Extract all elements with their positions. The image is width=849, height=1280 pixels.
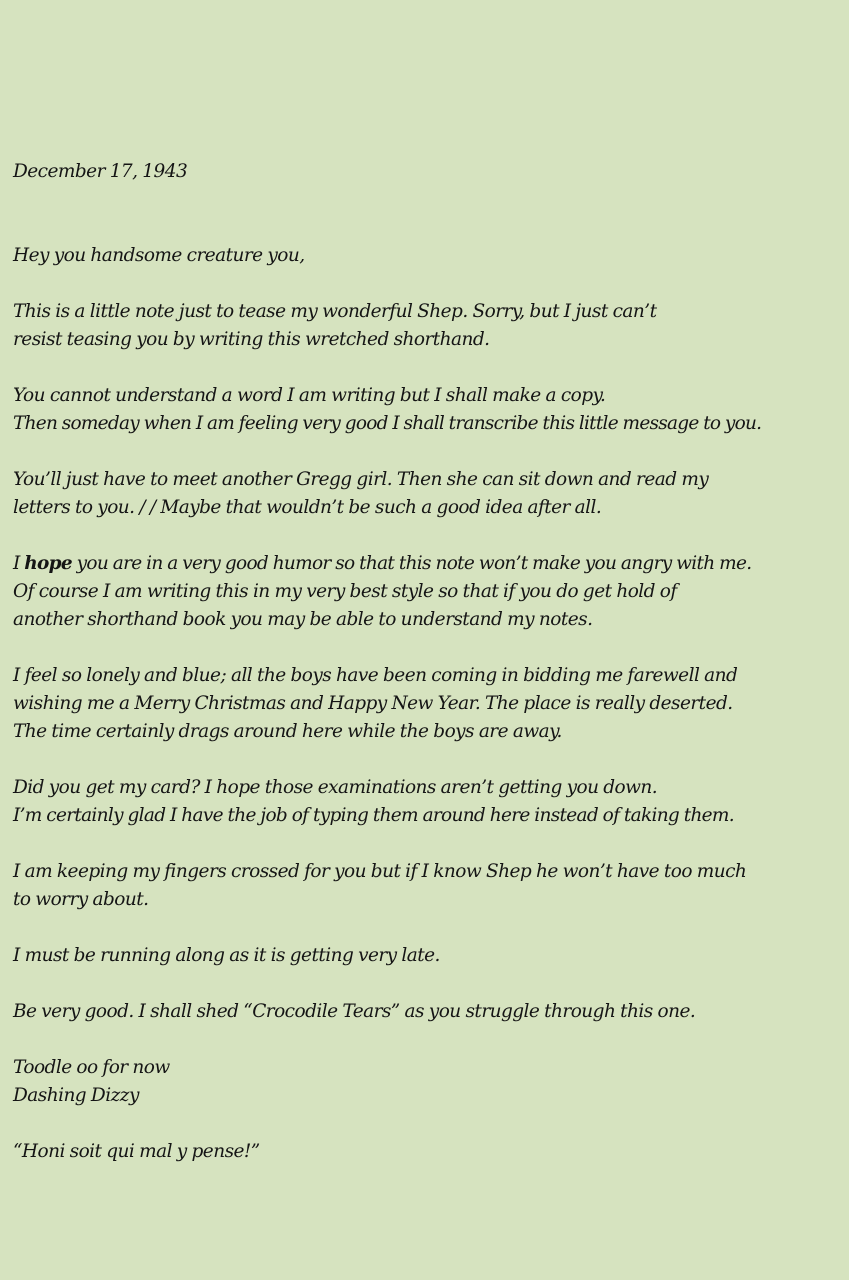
paragraph-5-line-3: The time certainly drags around here while the boys are away. — [13, 721, 562, 742]
paragraph-4-line-1 — [13, 552, 751, 576]
paragraph-4-line-1-end: you are in a very good humor so that this note won’t make you angry with me. — [72, 553, 752, 574]
paragraph-1-line-1: This is a little note just to tease my wonderful Shep. Sorry, but I just can’t — [13, 301, 657, 322]
paragraph-7-line-1: I am keeping my fingers crossed for you but if I know Shep he won’t have too much — [13, 861, 747, 882]
paragraph-5-line-2: wishing me a Merry Christmas and Happy New Year. The place is really deserted. — [13, 693, 733, 714]
paragraph-2-line-1: You cannot understand a word I am writing but I shall make a copy. — [13, 385, 606, 406]
signature-name: Dashing Dizzy — [13, 1085, 139, 1106]
paragraph-2-line-2: Then someday when I am feeling very good I shall transcribe this little message to you. — [13, 413, 762, 434]
closing-motto: “Honi soit qui mal y pense!” — [13, 1141, 260, 1162]
emphasized-hope: hope — [24, 553, 72, 574]
paragraph-1-line-2: resist teasing you by writing this wretched shorthand. — [13, 329, 490, 350]
paragraph-4-line-3: another shorthand book you may be able to understand my notes. — [13, 609, 593, 630]
paragraph-3-line-1: You’ll just have to meet another Gregg girl. Then she can sit down and read my — [13, 469, 709, 490]
paragraph-6-line-1: Did you get my card? I hope those examinations aren’t getting you down. — [13, 777, 658, 798]
paragraph-7-line-2: to worry about. — [13, 889, 149, 910]
paragraph-9: Be very good. I shall shed “Crocodile Tears” as you struggle through this one. — [13, 1001, 696, 1022]
paragraph-5-line-1: I feel so lonely and blue; all the boys have been coming in bidding me farewell and — [13, 665, 738, 686]
paragraph-6-line-2: I’m certainly glad I have the job of typing them around here instead of taking them. — [13, 805, 734, 826]
closing-line-1: Toodle oo for now — [13, 1057, 170, 1078]
paragraph-8: I must be running along as it is getting very late. — [13, 945, 440, 966]
paragraph-4-line-1-start: I — [13, 553, 25, 574]
letter-salutation: Hey you handsome creature you, — [13, 245, 305, 266]
paragraph-3-line-2: letters to you. / / Maybe that wouldn’t be such a good idea after all. — [13, 497, 602, 518]
paragraph-4-line-2: Of course I am writing this in my very best style so that if you do get hold of — [13, 581, 677, 602]
letter-date: December 17, 1943 — [13, 161, 188, 182]
